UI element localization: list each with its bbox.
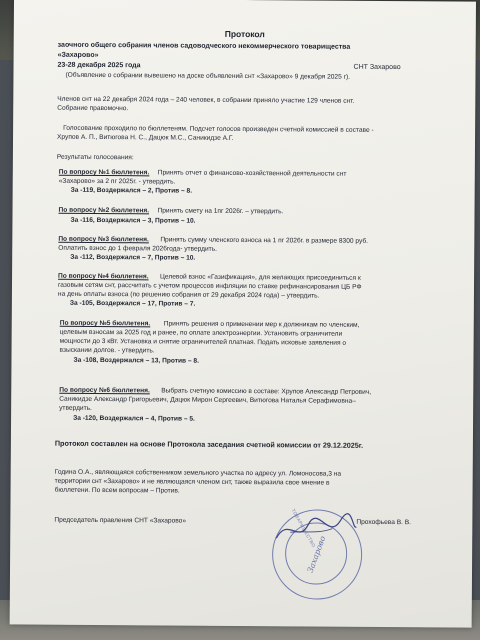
q4-heading: По вопросу №4 бюллетеня.: [58, 272, 149, 281]
ballots-line-1: Голосование проходило по бюллетеням. Подсчет голосов произведен счетной комиссией в составе -: [63, 124, 374, 134]
q2-result: За -116, Воздержался – 3, Против – 10.: [70, 216, 196, 225]
ballots-line-2: Хрупов А. П., Витюгова Н. С., Дацюк М.С., Саникидзе А.Г.: [57, 133, 234, 142]
godina-line-3: бюллетени. По всем вопросам – Против.: [54, 486, 180, 495]
notice-text: (Объявление о собрании вывешено на доске объявлений снт «Захарово» 9 декабря 2025 г).: [65, 71, 351, 81]
q3-line-1: Принять сумму членского взноса на 1 пг 2026г. в размере 8300 руб.: [160, 236, 368, 245]
stamp-center-text: Захарово: [305, 534, 328, 575]
godina-line-2: территории снт «Захарово» и не являющаяся членом снт, также выразила свое мнение в: [54, 477, 330, 487]
q6-heading: По вопросу №6 бюллетеня.: [59, 386, 150, 395]
signature-scribble: [270, 510, 360, 551]
stamp-ring-text: ТОВАРИЩЕСТВО: [290, 508, 317, 549]
q4-line-3: на день оплаты взноса (по решению собрания от 29 декабря 2024 года) – утвердить.: [57, 290, 320, 300]
doc-title: Протокол: [224, 28, 265, 40]
members-line-2: Собрание правомочно.: [57, 104, 129, 113]
godina-line-1: Година О.А., являющаяся собственником земельного участка по адресу ул. Ломоносова,3 на: [54, 468, 342, 478]
q2-heading: По вопросу №2 бюллетеня.: [58, 206, 150, 215]
protocol-document: [10, 0, 476, 628]
meeting-date: 23-28 декабря 2025 года: [57, 61, 141, 70]
q6-line-3: утвердить.: [59, 404, 92, 412]
chairman-name: Прохофьева В. В.: [356, 518, 412, 527]
q5-heading: По вопросу №5 бюллетеня.: [59, 319, 151, 328]
org-name: «Захарово»: [57, 51, 99, 59]
q4-line-1: Целевой взнос «Газификация», для желающих присоединиться к: [160, 273, 361, 282]
q1-heading: По вопросу №1 бюллетеня.: [58, 168, 150, 177]
q5-line-1: Принять решения о применении мер к должникам по членским,: [163, 320, 360, 329]
results-header: Результаты голосования:: [56, 153, 134, 162]
meeting-place: СНТ Захарово: [353, 63, 401, 72]
q5-line-3: мощности до 3 кВт. Установка и снятие ограничителей платная. Подать исковые заявления о: [59, 337, 347, 347]
chairman-label: Председатель правления СНТ «Захарово»: [54, 516, 187, 525]
protocol-basis: Протокол составлен на основе Протокола заседания счетной комиссии от 29.12.2025г.: [54, 438, 364, 450]
doc-subtitle: заочного общего собрания членов садоводческого некоммерческого товарищества: [57, 41, 351, 51]
q3-result: За -112, Воздержался – 7, Против – 10.: [70, 253, 196, 262]
q1-line-1: Принять отчет о финансово-хозяйственной деятельности снт: [157, 169, 347, 178]
q1-line-2: «Захарово» за 2 пг 2025г. - утвердить.: [58, 177, 176, 186]
members-line-1: Членов снт на 22 декабря 2024 года – 240 человек, в собрании приняло участие 129 членов снт.: [57, 95, 355, 105]
q3-line-2: Оплатить взнос до 1 февраля 2026года- утвердить.: [58, 244, 218, 253]
q4-line-2: газовым сетям снт, рассчитать с учетом процессов инфляции по ставке рефинансирования ЦБ РФ: [57, 281, 362, 291]
q6-line-1: Выбрать счетную комиссию в составе: Хрупов Александр Петрович,: [161, 387, 372, 396]
q3-heading: По вопросу №3 бюллетеня.: [58, 235, 149, 244]
q5-line-4: взыскании долгов. - утвердить.: [59, 346, 155, 355]
q2-line-1: Принять смету на 1пг 2026г. – утвердить.: [157, 207, 284, 216]
q5-result: За -108, Воздержался – 13, Против – 8.: [73, 356, 199, 365]
q5-line-2: целевым взносам за 2025 год и ранее, по оплате электроэнергии. Установить ограничители: [59, 328, 343, 338]
q6-line-2: Саникидзе Александр Григорьевич, Дацюк Мирон Сергеевич, Витюгова Наталья Серафимовна–: [59, 395, 356, 405]
q1-result: За -119, Воздержался – 2, Против – 8.: [70, 186, 193, 195]
q4-result: За -105, Воздержался – 17, Против – 7.: [69, 299, 196, 308]
q6-result: За -120, Воздержался – 4, Против – 5.: [73, 414, 195, 423]
